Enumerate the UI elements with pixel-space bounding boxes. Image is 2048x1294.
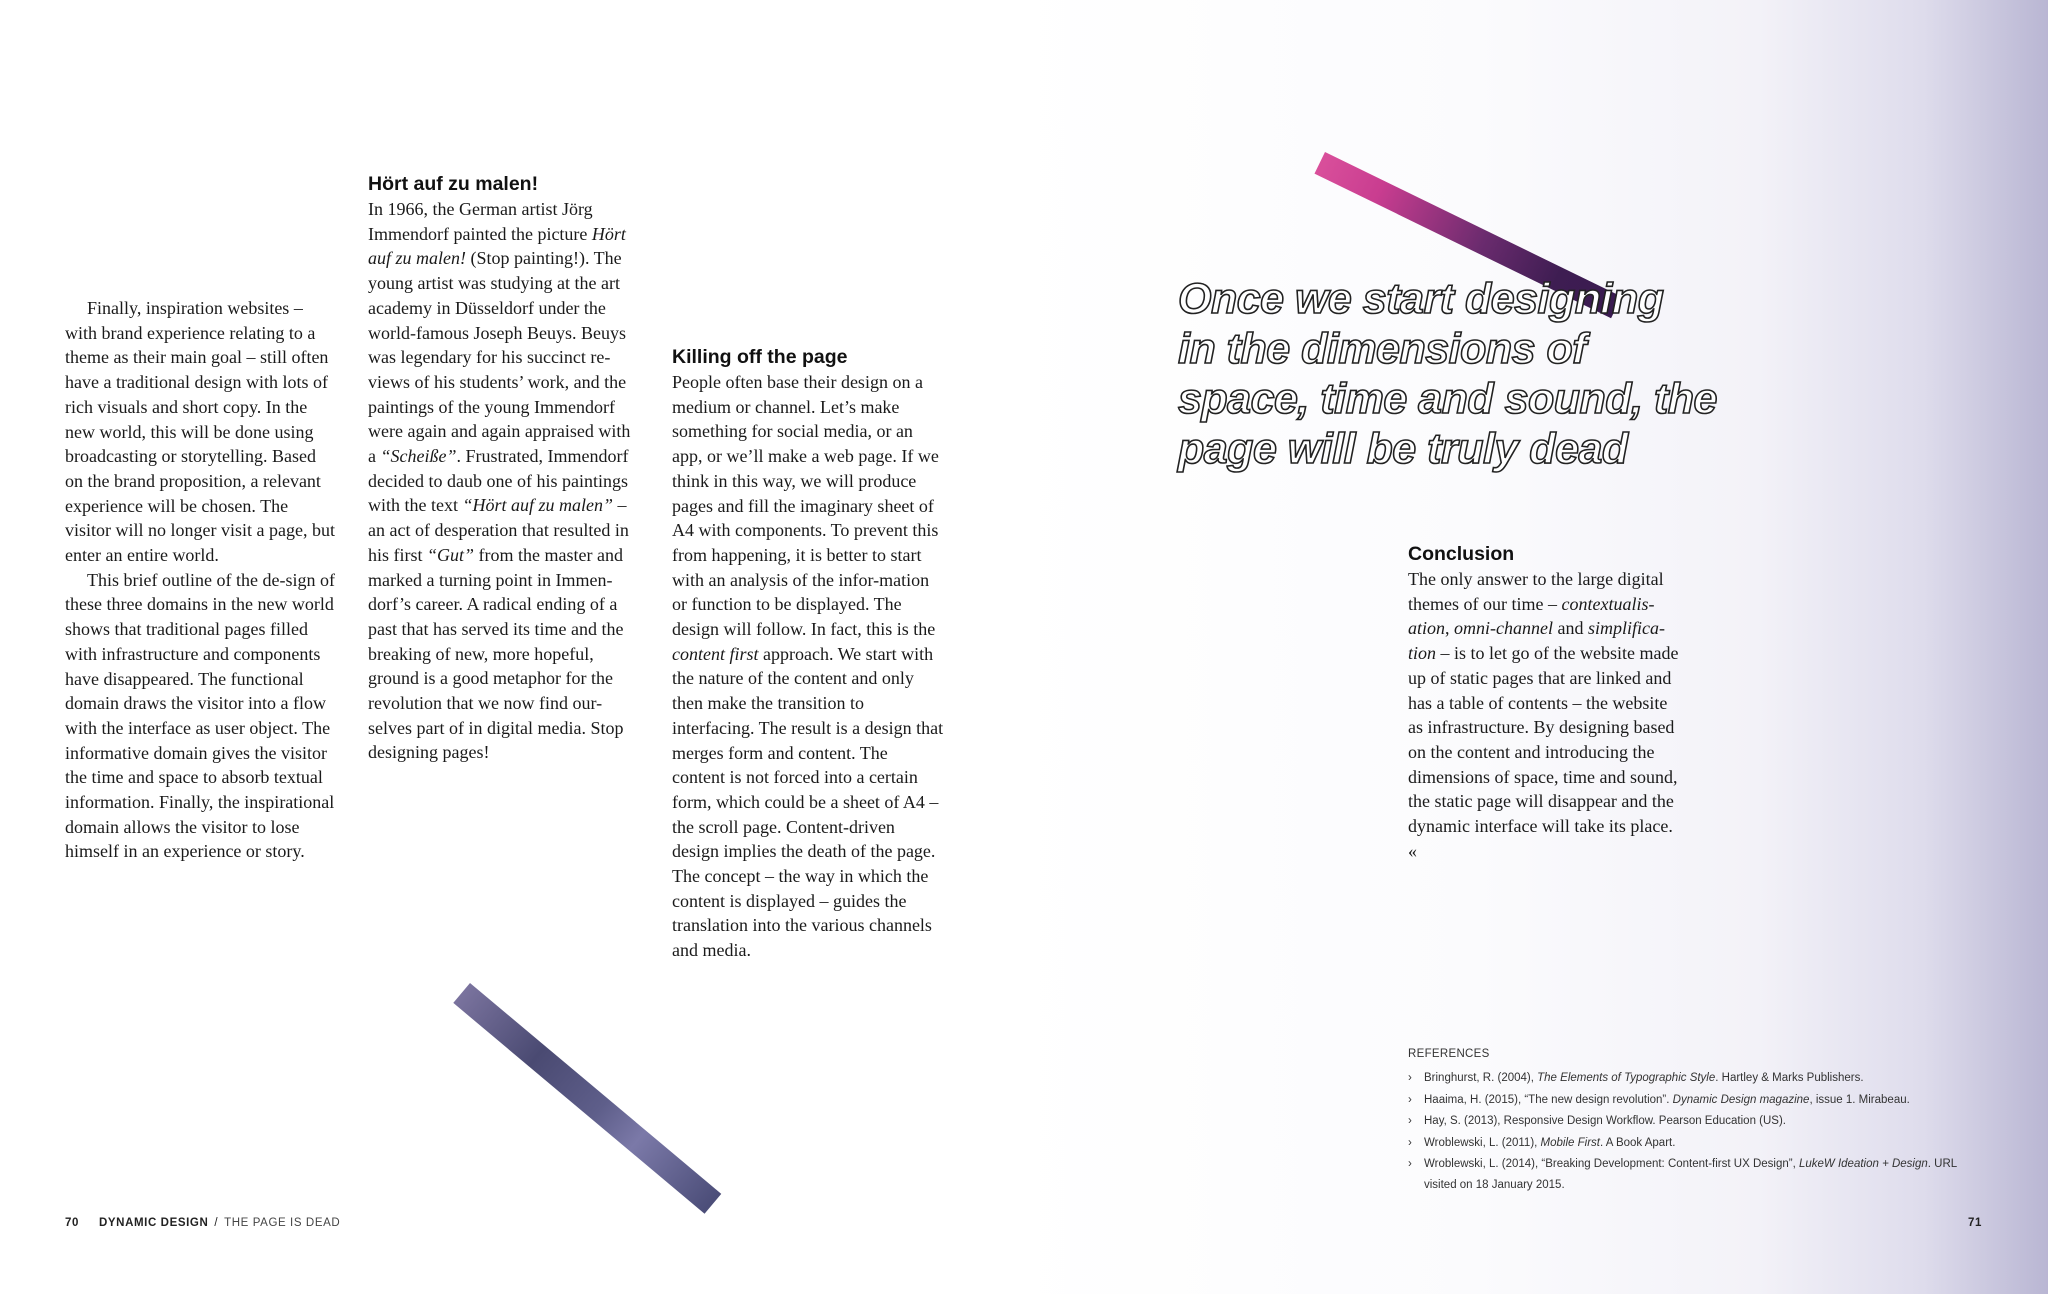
page-number-right: 71 bbox=[1968, 1217, 1982, 1229]
pull-quote bbox=[1178, 274, 1738, 474]
pull-quote-line: in the dimensions of bbox=[1178, 325, 1587, 373]
references-title: REFERENCES bbox=[1408, 1048, 1490, 1060]
pull-quote-line: Once we start designing bbox=[1178, 275, 1664, 323]
magazine-title: DYNAMIC DESIGN bbox=[99, 1217, 209, 1229]
reference-item: › Wroblewski, L. (2014), “Breaking Development: Content-first UX Design”, LukeW Ideation + Design. URL visited on 18 January 2015. bbox=[1408, 1154, 1968, 1197]
text-column-inspiration bbox=[65, 296, 337, 864]
section-heading: Conclusion bbox=[1408, 543, 1515, 565]
pull-quote-line: space, time and sound, the bbox=[1178, 375, 1717, 423]
paragraph: Finally, inspiration websites – with brand experience relating to a theme as their main goal – still often have a traditional design with lots of rich visuals and short copy. In the new world, this will be done using broadcasting or storytelling. Based on the brand proposition, a relevant experience will be chosen. The visitor will no longer visit a page, but enter an entire world. bbox=[65, 298, 335, 566]
chevron-right-icon: › bbox=[1408, 1072, 1412, 1085]
end-mark-icon: « bbox=[1408, 840, 1417, 861]
reference-item: › Bringhurst, R. (2004), The Elements of Typographic Style. Hartley & Marks Publishers. bbox=[1408, 1068, 1968, 1089]
references-list bbox=[1408, 1068, 1968, 1196]
footer-separator: / bbox=[214, 1217, 219, 1229]
section-title: THE PAGE IS DEAD bbox=[224, 1217, 341, 1229]
text-column-killing-off-the-page bbox=[672, 344, 944, 963]
chevron-right-icon: › bbox=[1408, 1136, 1412, 1149]
text-column-conclusion bbox=[1408, 541, 1680, 863]
reference-item: › Hay, S. (2013), Responsive Design Workflow. Pearson Education (US). bbox=[1408, 1111, 1968, 1132]
chevron-right-icon: › bbox=[1408, 1115, 1412, 1128]
section-heading: Hört auf zu malen! bbox=[368, 173, 539, 195]
page-number-left: 70 bbox=[65, 1217, 79, 1229]
chevron-right-icon: › bbox=[1408, 1158, 1412, 1171]
paragraph: This brief outline of the de-sign of these three domains in the new world shows that traditional pages filled with infrastructure and components have disappeared. The functional domain draws the visitor into a flow with the interface as user object. The informative domain gives the visitor the time and space to absorb textual information. Finally, the inspirational domain allows the visitor to lose himself in an experience or story. bbox=[65, 569, 335, 862]
paragraph: People often base their design on a medium or channel. Let’s make something for social media, or an app, or we’ll make a web page. If we think in this way, we will produce pages and fill the imaginary sheet of A4 with components. To prevent this from happening, it is better to start with an analysis of the infor-mation or function to be displayed. The design will follow. In fact, this is the content first approach. We start with the nature of the content and only then make the transition to interfacing. The result is a design that merges form and content. The content is not forced into a certain form, which could be a sheet of A4 – the scroll page. Content-driven design implies the death of the page. The concept – the way in which the content is displayed – guides the translation into the various channels and media. bbox=[672, 372, 944, 961]
reference-item: › Wroblewski, L. (2011), Mobile First. A Book Apart. bbox=[1408, 1133, 1968, 1154]
footer-left bbox=[65, 1217, 340, 1229]
paragraph: In 1966, the German artist Jörg Immendorf painted the picture Hört auf zu malen! (Stop painting!). The young artist was studying at the art academy in Düsseldorf under the world-famous Joseph Beuys. Beuys was legendary for his succinct re-views of his students’ work, and the paintings of the young Immendorf were again and again appraised with a “Scheiße”. Frustrated, Immendorf decided to daub one of his paintings with the text “Hört auf zu malen” – an act of desperation that resulted in his first “Gut” from the master and marked a turning point in Immen-dorf’s career. A radical ending of a past that has served its time and the breaking of new, more hopeful, ground is a good metaphor for the revolution that we now find our-selves part of in digital media. Stop designing pages! bbox=[368, 199, 631, 763]
chevron-right-icon: › bbox=[1408, 1093, 1412, 1106]
section-heading: Killing off the page bbox=[672, 346, 848, 368]
references bbox=[1408, 1044, 1968, 1197]
pull-quote-line: page will be truly dead bbox=[1178, 425, 1628, 473]
reference-item: › Haaima, H. (2015), “The new design revolution”. Dynamic Design magazine, issue 1. Mirabeau. bbox=[1408, 1090, 1968, 1111]
paragraph: The only answer to the large digital themes of our time – contextualis-ation, omni-channel and simplifica-tion – is to let go of the website made up of static pages that are linked and has a table of contents – the website as infrastructure. By designing based on the content and introducing the dimensions of space, time and sound, the static page will disappear and the dynamic interface will take its place. « bbox=[1408, 569, 1679, 861]
text-column-hort-auf-zu-malen bbox=[368, 171, 640, 765]
